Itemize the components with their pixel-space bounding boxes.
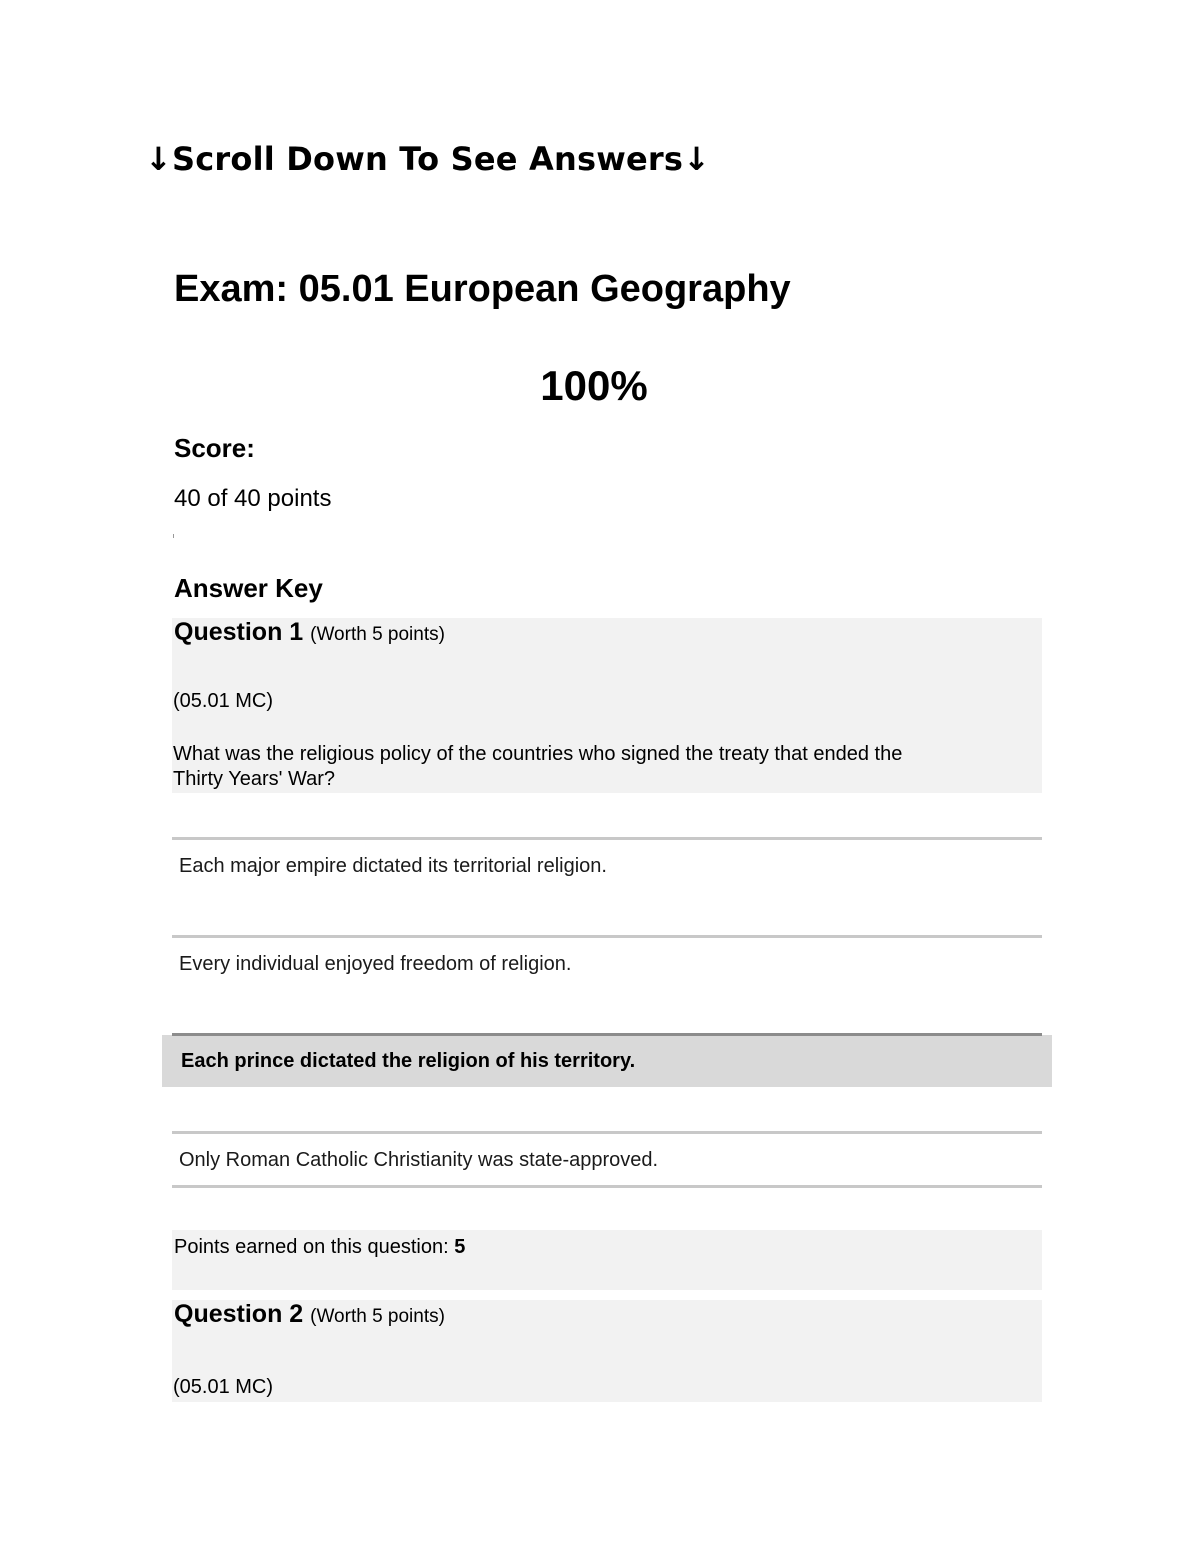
score-value: 40 of 40 points	[174, 485, 332, 512]
points-earned-label: Points earned on this question:	[174, 1236, 449, 1258]
answer-option-3-correct[interactable]: Each prince dictated the religion of his territory.	[181, 1050, 636, 1072]
option-divider	[172, 1185, 1042, 1188]
divider-mark	[173, 534, 174, 538]
question-2-code: (05.01 MC)	[173, 1376, 274, 1398]
option-divider	[172, 935, 1042, 938]
scroll-down-banner: ↓Scroll Down To See Answers↓	[145, 140, 711, 178]
option-divider	[172, 837, 1042, 840]
answer-option-1[interactable]: Each major empire dictated its territorial religion.	[179, 855, 607, 877]
question-2-label: Question 2	[174, 1300, 304, 1328]
question-1-heading	[174, 618, 445, 647]
option-divider	[172, 1033, 1042, 1036]
question-1-worth: (Worth 5 points)	[310, 624, 445, 645]
question-1-label: Question 1	[174, 618, 304, 646]
answer-option-2[interactable]: Every individual enjoyed freedom of religion.	[179, 953, 572, 975]
question-2-box	[172, 1300, 1042, 1402]
question-1-text	[173, 742, 1013, 792]
question-1-code: (05.01 MC)	[173, 690, 274, 712]
exam-title: Exam: 05.01 European Geography	[174, 268, 791, 310]
question-2-worth: (Worth 5 points)	[310, 1306, 445, 1327]
question-2-heading	[174, 1300, 445, 1329]
option-divider	[172, 1131, 1042, 1134]
answer-option-4[interactable]: Only Roman Catholic Christianity was state-approved.	[179, 1149, 659, 1171]
score-label: Score:	[174, 433, 255, 463]
question-1-box	[172, 618, 1042, 793]
points-earned-value: 5	[454, 1236, 466, 1258]
answer-key-heading: Answer Key	[174, 573, 323, 603]
question-1-text-line-1: What was the religious policy of the countries who signed the treaty that ended the	[173, 743, 903, 765]
points-earned	[174, 1236, 465, 1259]
score-percent: 100%	[540, 362, 648, 409]
question-1-text-line-2: Thirty Years' War?	[173, 768, 336, 790]
